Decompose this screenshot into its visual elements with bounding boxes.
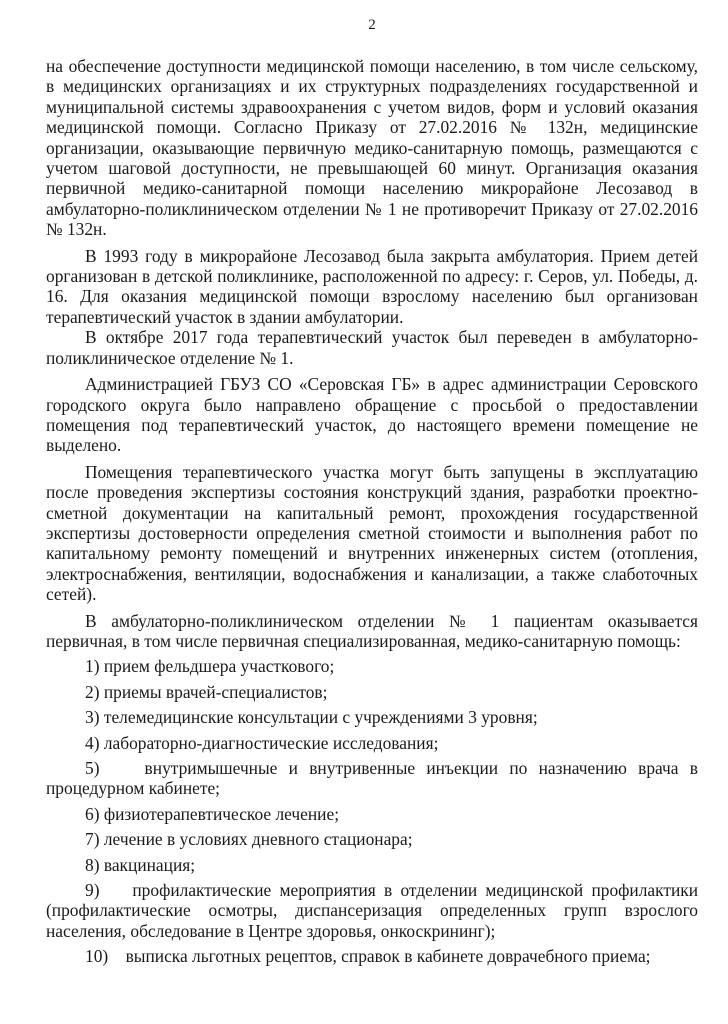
paragraph-request: Администрацией ГБУЗ СО «Серовская ГБ» в адрес администрации Серовского городского округа было направлено обращение с просьбой о предоставлении помещения под терапевтический участок, до настоящего времени помещение не выделено. — [46, 374, 698, 456]
paragraph-amb-history: В 1993 году в микрорайоне Лесозавод была закрыта амбулатория. Прием детей организован в детской поликлинике, расположенной по адресу: г. Серов, ул. Победы, д. 16. Для оказания медицинской помощи взрослому населению был организован терапевтический участок в здании амбулатории. — [46, 245, 698, 327]
list-item: 4) лабораторно-диагностические исследования; — [85, 732, 439, 753]
paragraph-premises: Помещения терапевтического участка могут быть запущены в эксплуатацию после проведения экспертизы состояния конструкций здания, разработки проектно-сметной документации на капитальный ремонт, прохождения государственной экспертизы достоверности определения сметной стоимости и выполнения работ по капитальному ремонту помещений и внутренних инженерных систем (отопления, электроснабжения, вентиляции, водоснабжения и канализации, а также слаботочных сетей). — [46, 461, 698, 605]
document-body — [46, 56, 698, 967]
list-item: 9) профилактические мероприятия в отделении медицинской профилактики (профилактические осмотры, диспансеризация определенных групп взрослого населения, обследование в Центре здоровья, онкоскрининг); — [46, 880, 699, 941]
list-item: 10) выписка льготных рецептов, справок в кабинете доврачебного приема; — [85, 946, 651, 967]
list-item: 1) прием фельдшера участкового; — [85, 656, 335, 677]
list-item: 6) физиотерапевтическое лечение; — [85, 803, 340, 824]
paragraph-services-intro: В амбулаторно-поликлиническом отделении № 1 пациентам оказывается первичная, в том числе первичная специализированная, медико-санитарную помощь: — [46, 610, 698, 651]
list-item: 3) телемедицинские консультации с учреждениями 3 уровня; — [85, 707, 538, 728]
paragraph-transfer: В октябре 2017 года терапевтический участок был переведен в амбулаторно-поликлиническое отделение № 1. — [46, 327, 698, 368]
services-list — [46, 656, 698, 966]
list-item: 5) внутримышечные и внутривенные инъекции по назначению врача в процедурном кабинете; — [46, 758, 698, 799]
paragraph-continuation: на обеспечение доступности медицинской помощи населению, в том числе сельскому, в медицинских организациях и их структурных подразделениях государственной и муниципальной системы здравоохранения с учетом видов, форм и условий оказания медицинской помощи. Согласно Приказу от 27.02.2016 № 132н, медицинские организации, оказывающие первичную медико-санитарную помощь, размещаются с учетом шаговой доступности, не превышающей 60 минут. Организация оказания первичной медико-санитарной помощи населению микрорайоне Лесозавод в амбулаторно-поликлиническом отделении № 1 не противоречит Приказу от 27.02.2016 № 132н. — [46, 56, 698, 240]
list-item: 8) вакцинация; — [85, 854, 196, 875]
list-item: 7) лечение в условиях дневного стационара; — [85, 829, 413, 850]
list-item: 2) приемы врачей-специалистов; — [85, 681, 328, 702]
page-number: 2 — [368, 17, 376, 33]
